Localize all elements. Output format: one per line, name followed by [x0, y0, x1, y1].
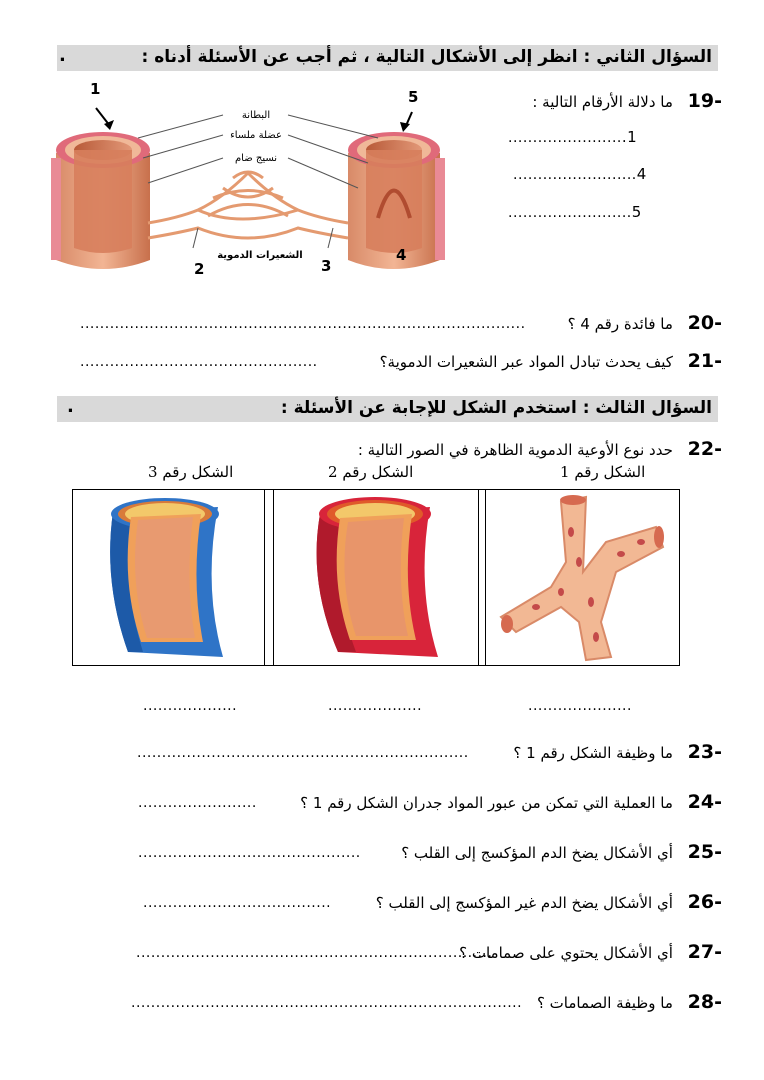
q21-text: كيف يحدث تبادل المواد عبر الشعيرات الدموية؟ [379, 353, 673, 371]
q21-number: -21 [687, 350, 722, 372]
q22-number: -22 [687, 438, 722, 460]
label-capillaries: الشعيرات الدموية [217, 250, 303, 261]
number-3: 3 [321, 257, 332, 275]
arrow-1-icon [96, 108, 114, 130]
figure-1-caption: الشكل رقم 1 [560, 463, 646, 481]
artery-cutaway [56, 132, 150, 269]
section3-title: السؤال الثالث : استخدم الشكل للإجابة عن الأسئلة : [280, 398, 712, 418]
question-23 [513, 741, 722, 763]
q20-text: ما فائدة رقم 4 ؟ [567, 315, 673, 333]
q28-text: ما وظيفة الصمامات ؟ [536, 994, 673, 1012]
question-25 [401, 841, 722, 863]
divider [264, 490, 274, 665]
q19-label-5: 5 [631, 203, 642, 221]
q28-answer-blank[interactable]: ............................................................................... [131, 995, 523, 1011]
number-1: 1 [90, 80, 101, 98]
q25-number: -25 [687, 841, 722, 863]
q19-item-4[interactable] [513, 165, 647, 183]
q21-answer-blank[interactable]: ................................................ [80, 354, 318, 370]
q26-number: -26 [687, 891, 722, 913]
q26-answer-blank[interactable]: ...................................... [143, 895, 332, 911]
figure-3-answer-blank[interactable]: ................... [143, 698, 238, 714]
figure-1-capillary-image [491, 492, 671, 662]
q19-number: -19 [687, 90, 722, 112]
q28-number: -28 [687, 991, 722, 1013]
q19-item-5[interactable] [508, 203, 642, 221]
section2-dot: . [59, 45, 66, 66]
arrow-5-icon [400, 112, 412, 132]
divider [478, 490, 486, 665]
q19-label-4: 4 [636, 165, 647, 183]
section3-header [57, 396, 718, 422]
q25-text: أي الأشكال يضخ الدم المؤكسج إلى القلب ؟ [401, 844, 673, 862]
vessels-diagram [48, 78, 478, 288]
figure-3-caption: الشكل رقم 3 [148, 463, 234, 481]
q27-number: -27 [687, 941, 722, 963]
number-5: 5 [408, 88, 419, 106]
capillary-bed [148, 172, 348, 238]
q19-blank-5[interactable]: ......................... [508, 205, 632, 221]
number-2: 2 [194, 260, 205, 278]
q26-text: أي الأشكال يضخ الدم غير المؤكسج إلى القلب ؟ [375, 894, 673, 912]
q24-text: ما العملية التي تمكن من عبور المواد جدران الشكل رقم 1 ؟ [300, 794, 673, 812]
vein-cutaway [348, 132, 440, 269]
number-4: 4 [396, 246, 407, 264]
q27-answer-blank[interactable]: ........................................................................ [136, 945, 493, 961]
q19-text: ما دلالة الأرقام التالية : [532, 93, 673, 111]
q20-number: -20 [687, 312, 722, 334]
label-lining: البطانة [241, 110, 271, 121]
question-24 [300, 791, 722, 813]
label-connective: نسيج ضام [234, 153, 278, 164]
question-19 [532, 90, 722, 112]
q20-answer-blank[interactable]: .......................................................................................... [80, 316, 526, 332]
q24-answer-blank[interactable]: ........................ [138, 795, 257, 811]
q23-answer-blank[interactable]: ................................................................... [137, 745, 469, 761]
figure-2-answer-blank[interactable]: ................... [328, 698, 423, 714]
q23-number: -23 [687, 741, 722, 763]
q19-blank-4[interactable]: ......................... [513, 167, 637, 183]
q22-text: حدد نوع الأوعية الدموية الظاهرة في الصور التالية : [357, 441, 673, 459]
label-smooth-muscle: عضلة ملساء [230, 130, 282, 141]
q27-text: أي الأشكال يحتوي على صمامات ؟ [459, 944, 673, 962]
question-27 [459, 941, 722, 963]
q19-blank-1[interactable]: ....................... [508, 130, 622, 146]
q23-text: ما وظيفة الشكل رقم 1 ؟ [513, 744, 673, 762]
q19-label-1: .1 [621, 128, 638, 146]
figure-2-artery-image [298, 492, 463, 662]
q19-item-1[interactable] [508, 128, 637, 146]
question-20 [568, 312, 722, 334]
question-21 [380, 350, 722, 372]
section2-header [57, 45, 718, 71]
figure-3-vein-image [93, 492, 253, 662]
q24-number: -24 [687, 791, 722, 813]
question-28 [537, 991, 722, 1013]
section3-dot: . [67, 396, 74, 417]
figure-2-caption: الشكل رقم 2 [328, 463, 414, 481]
question-26 [376, 891, 722, 913]
q25-answer-blank[interactable]: ............................................. [138, 845, 361, 861]
figures-frame [72, 489, 680, 666]
figure-1-answer-blank[interactable]: ..................... [528, 698, 632, 714]
question-22 [358, 438, 722, 460]
section2-title: السؤال الثاني : انظر إلى الأشكال التالية ، ثم أجب عن الأسئلة أدناه : [141, 47, 712, 67]
